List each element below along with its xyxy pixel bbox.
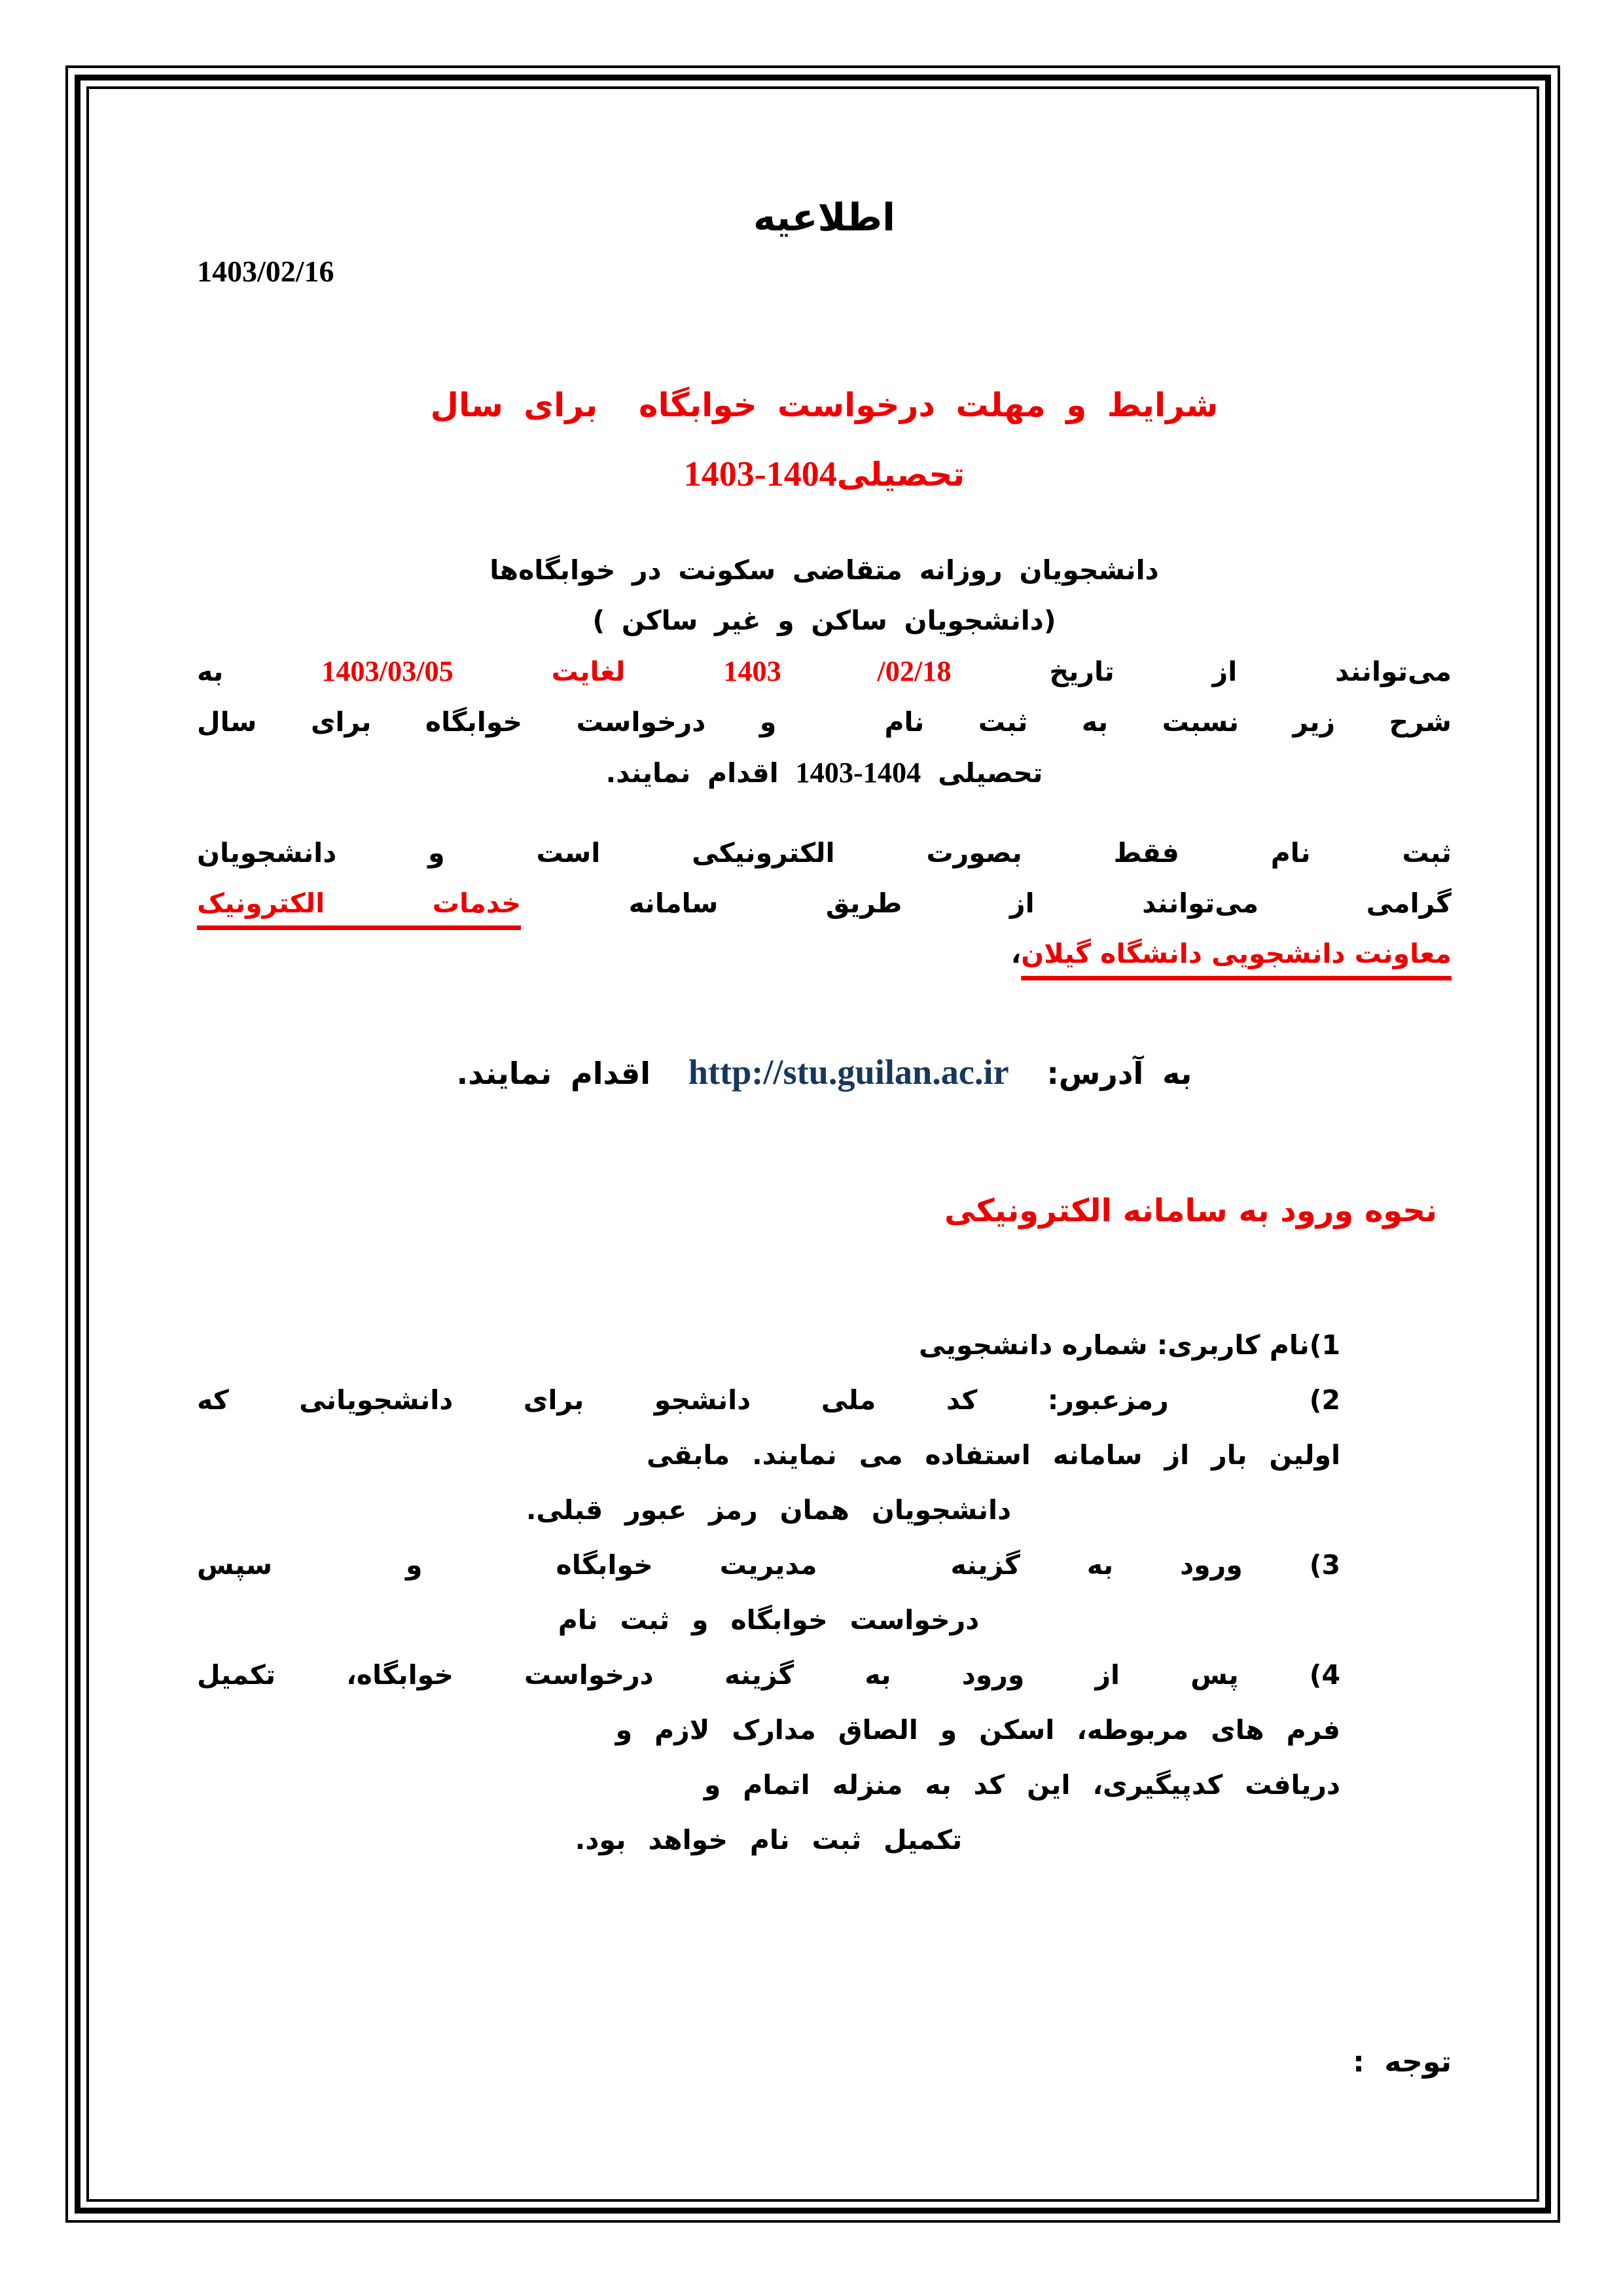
login-heading-line: [197, 1180, 1437, 1242]
site-url-link[interactable]: http://stu.guilan.ac.ir: [688, 1052, 1009, 1092]
text-span: دانشجویان همان رمز عبور قبلی.: [526, 1494, 1012, 1526]
text-span: دریافت کدپیگیری، این کد به منزله اتمام و: [704, 1769, 1340, 1801]
text-span: اقدام نمایند.: [605, 757, 796, 789]
electronic-line-2: [197, 878, 1452, 929]
step-2-line-3: [197, 1482, 1340, 1537]
intro-line-2: [197, 596, 1452, 646]
login-method-heading: [197, 1180, 1437, 1242]
text-span: ،: [1010, 938, 1022, 969]
heading-line-2: [197, 440, 1452, 509]
intro-line-3: [197, 646, 1452, 697]
text-span: اقدام نمایند.: [456, 1056, 688, 1091]
page-border-inner: [86, 86, 1539, 2202]
electronic-registration-paragraph: [197, 828, 1452, 979]
highlighted-text: شرایط و مهلت درخواست خوابگاه برای سال: [430, 386, 1219, 424]
text-span: فرم های مربوطه، اسکن و الصاق مدارک لازم و: [615, 1714, 1340, 1746]
notice-title: اطلاعیه: [753, 195, 896, 240]
step-3-line-1: [197, 1537, 1340, 1592]
steps-list: [197, 1318, 1340, 1867]
highlighted-text: معاونت دانشجویی دانشگاه گیلان: [1021, 938, 1452, 969]
text-span: گرامی می‌توانند از طریق سامانه: [520, 888, 1452, 919]
step-2-line-2: [197, 1427, 1340, 1482]
notice-date: 1403/02/16: [197, 255, 334, 288]
text-span: 4) پس از ورود به گزینه درخواست خوابگاه، تکمیل: [197, 1659, 1340, 1691]
text-span: به: [197, 656, 322, 687]
text-span: 2) رمزعبور: کد ملی دانشجو برای دانشجویانی که: [197, 1384, 1340, 1416]
highlighted-text: 1403/03/05: [321, 655, 454, 687]
text-span: تکمیل ثبت نام خواهد بود.: [575, 1824, 963, 1856]
step-3-line-2: [197, 1592, 1340, 1647]
intro-line-4: [197, 697, 1452, 747]
text-span: 3) ورود به گزینه مدیریت خوابگاه و سپس: [197, 1549, 1340, 1581]
text-span: می‌توانند از تاریخ: [951, 656, 1452, 687]
step-2-line-1: [197, 1372, 1340, 1427]
text-span: ثبت نام فقط بصورت الکترونیکی است و دانشجویان: [197, 837, 1452, 869]
main-heading: [197, 371, 1452, 509]
note-label: توجه :: [1353, 2045, 1452, 2079]
page-border-outer: [65, 65, 1560, 2223]
highlighted-text: نحوه ورود به سامانه الکترونیکی: [944, 1193, 1437, 1229]
step-4-line-4: [197, 1812, 1340, 1867]
text-span: اولین بار از سامانه استفاده می نمایند. مابقی: [647, 1439, 1340, 1471]
intro-line-5: [197, 747, 1452, 798]
text-span: (دانشجویان ساکن و غیر ساکن ): [592, 605, 1056, 636]
address-line: [197, 1041, 1452, 1105]
highlighted-text: تحصیلی: [836, 456, 965, 493]
text-span: 1403-1404: [795, 757, 921, 789]
electronic-line-3: [197, 929, 1452, 979]
step-4-line-1: [197, 1647, 1340, 1702]
highlighted-text: 1403 /02/18: [723, 655, 952, 687]
address-paragraph: [197, 1041, 1452, 1105]
text-span: شرح زیر نسبت به ثبت نام و درخواست خوابگاه برای سال: [197, 706, 1452, 738]
step-4-line-3: [197, 1757, 1340, 1812]
text-span: تحصیلی: [921, 757, 1043, 789]
step-1: [197, 1318, 1340, 1372]
highlighted-text: خدمات الکترونیک: [197, 888, 521, 919]
text-span: دانشجویان روزانه متقاضی سکونت در خوابگاه‌ها: [490, 554, 1159, 586]
highlighted-text: لغایت: [453, 656, 724, 687]
page-content: [92, 92, 1534, 2197]
step-4-line-2: [197, 1702, 1340, 1757]
page-border-middle: [75, 75, 1551, 2214]
text-span: درخواست خوابگاه و ثبت نام: [558, 1604, 980, 1636]
intro-line-1: [197, 545, 1452, 596]
electronic-line-1: [197, 828, 1452, 878]
text-span: 1)نام کاربری: شماره دانشجویی: [919, 1329, 1340, 1361]
highlighted-text: 1403-1404: [683, 454, 837, 493]
intro-paragraph: [197, 545, 1452, 798]
heading-line-1: [197, 371, 1452, 440]
text-span: به آدرس:: [1008, 1056, 1192, 1091]
